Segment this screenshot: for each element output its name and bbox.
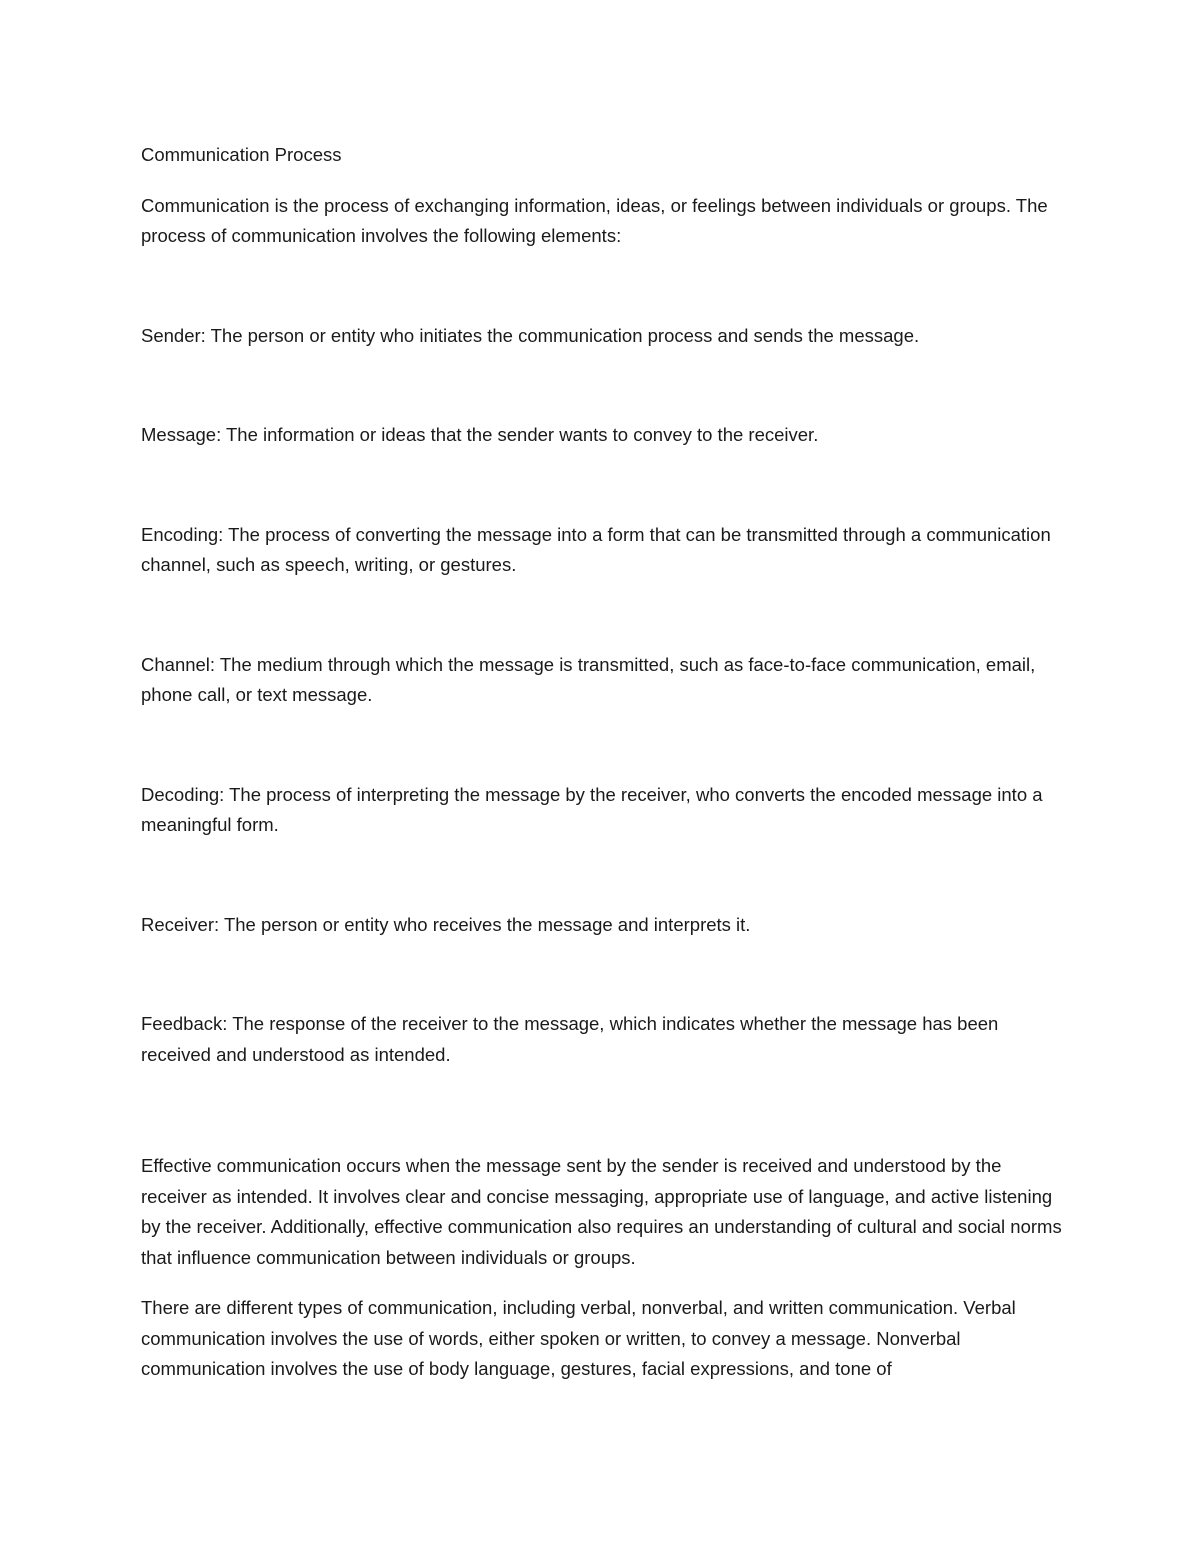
element-encoding: Encoding: The process of converting the message into a form that can be transmitted through a communication channel, such as speech, writing, or gestures. bbox=[141, 523, 1051, 575]
communication-types-paragraph: There are different types of communication, including verbal, nonverbal, and written communication. Verbal communication involves the use of words, either spoken or written, to convey a message. Nonverbal communication involves the use of body language, gestures, facial expressions, and tone of bbox=[141, 1297, 1016, 1379]
effective-communication-paragraph: Effective communication occurs when the message sent by the sender is received and understood by the receiver as intended. It involves clear and concise messaging, appropriate use of language, and active listening by the receiver. Additionally, effective communication also requires an understanding of cultural and social norms that influence communication between individuals or groups. bbox=[141, 1155, 1062, 1268]
document-title: Communication Process bbox=[141, 144, 342, 165]
element-feedback: Feedback: The response of the receiver to the message, which indicates whether the message has been received and understood as intended. bbox=[141, 1013, 999, 1065]
element-receiver: Receiver: The person or entity who receives the message and interprets it. bbox=[141, 913, 751, 935]
element-sender: Sender: The person or entity who initiates the communication process and sends the message. bbox=[141, 324, 920, 346]
document-body bbox=[141, 140, 1071, 1385]
element-decoding: Decoding: The process of interpreting the message by the receiver, who converts the encoded message into a meaningful form. bbox=[141, 783, 1043, 835]
element-message: Message: The information or ideas that the sender wants to convey to the receiver. bbox=[141, 424, 819, 445]
element-channel: Channel: The medium through which the message is transmitted, such as face-to-face communication, email, phone call, or text message. bbox=[141, 653, 1036, 705]
intro-paragraph: Communication is the process of exchanging information, ideas, or feelings between individuals or groups. The process of communication involves the following elements: bbox=[141, 194, 1048, 246]
